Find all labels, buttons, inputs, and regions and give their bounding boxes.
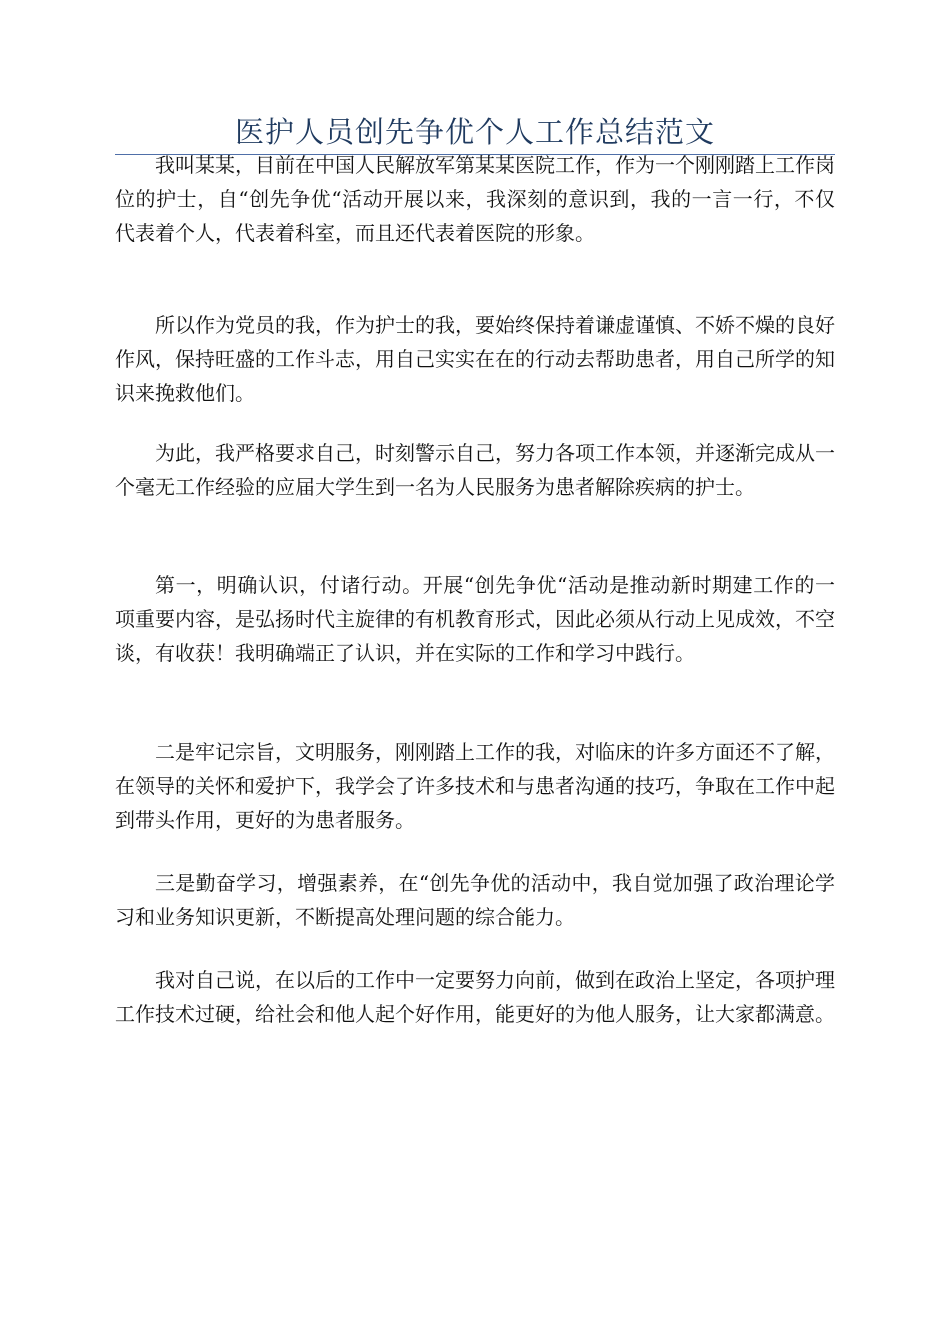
paragraph-5: 二是牢记宗旨，文明服务，刚刚踏上工作的我，对临床的许多方面还不了解，在领导的关怀和爱护下，我学会了许多技术和与患者沟通的技巧，争取在工作中起到带头作用，更好的为患者服务。 (115, 740, 835, 832)
paragraph-6: 三是勤奋学习，增强素养，在“创先争优的活动中，我自觉加强了政治理论学习和业务知识更新，不断提高处理问题的综合能力。 (115, 871, 835, 929)
document-title: 医护人员创先争优个人工作总结范文 (234, 115, 715, 149)
paragraph-3: 为此，我严格要求自己，时刻警示自己，努力各项工作本领，并逐渐完成从一个毫无工作经验的应届大学生到一名为人民服务为患者解除疾病的护士。 (115, 441, 835, 499)
paragraph-2: 所以作为党员的我，作为护士的我，要始终保持着谦虚谨慎、不娇不燥的良好作风，保持旺盛的工作斗志，用自己实实在在的行动去帮助患者，用自己所学的知识来挽救他们。 (115, 313, 835, 405)
paragraph-7: 我对自己说，在以后的工作中一定要努力向前，做到在政治上坚定，各项护理工作技术过硬，给社会和他人起个好作用，能更好的为他人服务，让大家都满意。 (115, 968, 835, 1026)
paragraph-1: 我叫某某，目前在中国人民解放军第某某医院工作，作为一个刚刚踏上工作岗位的护士，自“创先争优“活动开展以来，我深刻的意识到，我的一言一行，不仅代表着个人，代表着科室，而且还代表着医院的形象。 (115, 153, 835, 245)
paragraph-4: 第一，明确认识，付诸行动。开展“创先争优“活动是推动新时期建工作的一项重要内容，是弘扬时代主旋律的有机教育形式，因此必须从行动上见成效，不空谈，有收获！我明确端正了认识，并在实际的工作和学习中践行。 (115, 573, 835, 665)
